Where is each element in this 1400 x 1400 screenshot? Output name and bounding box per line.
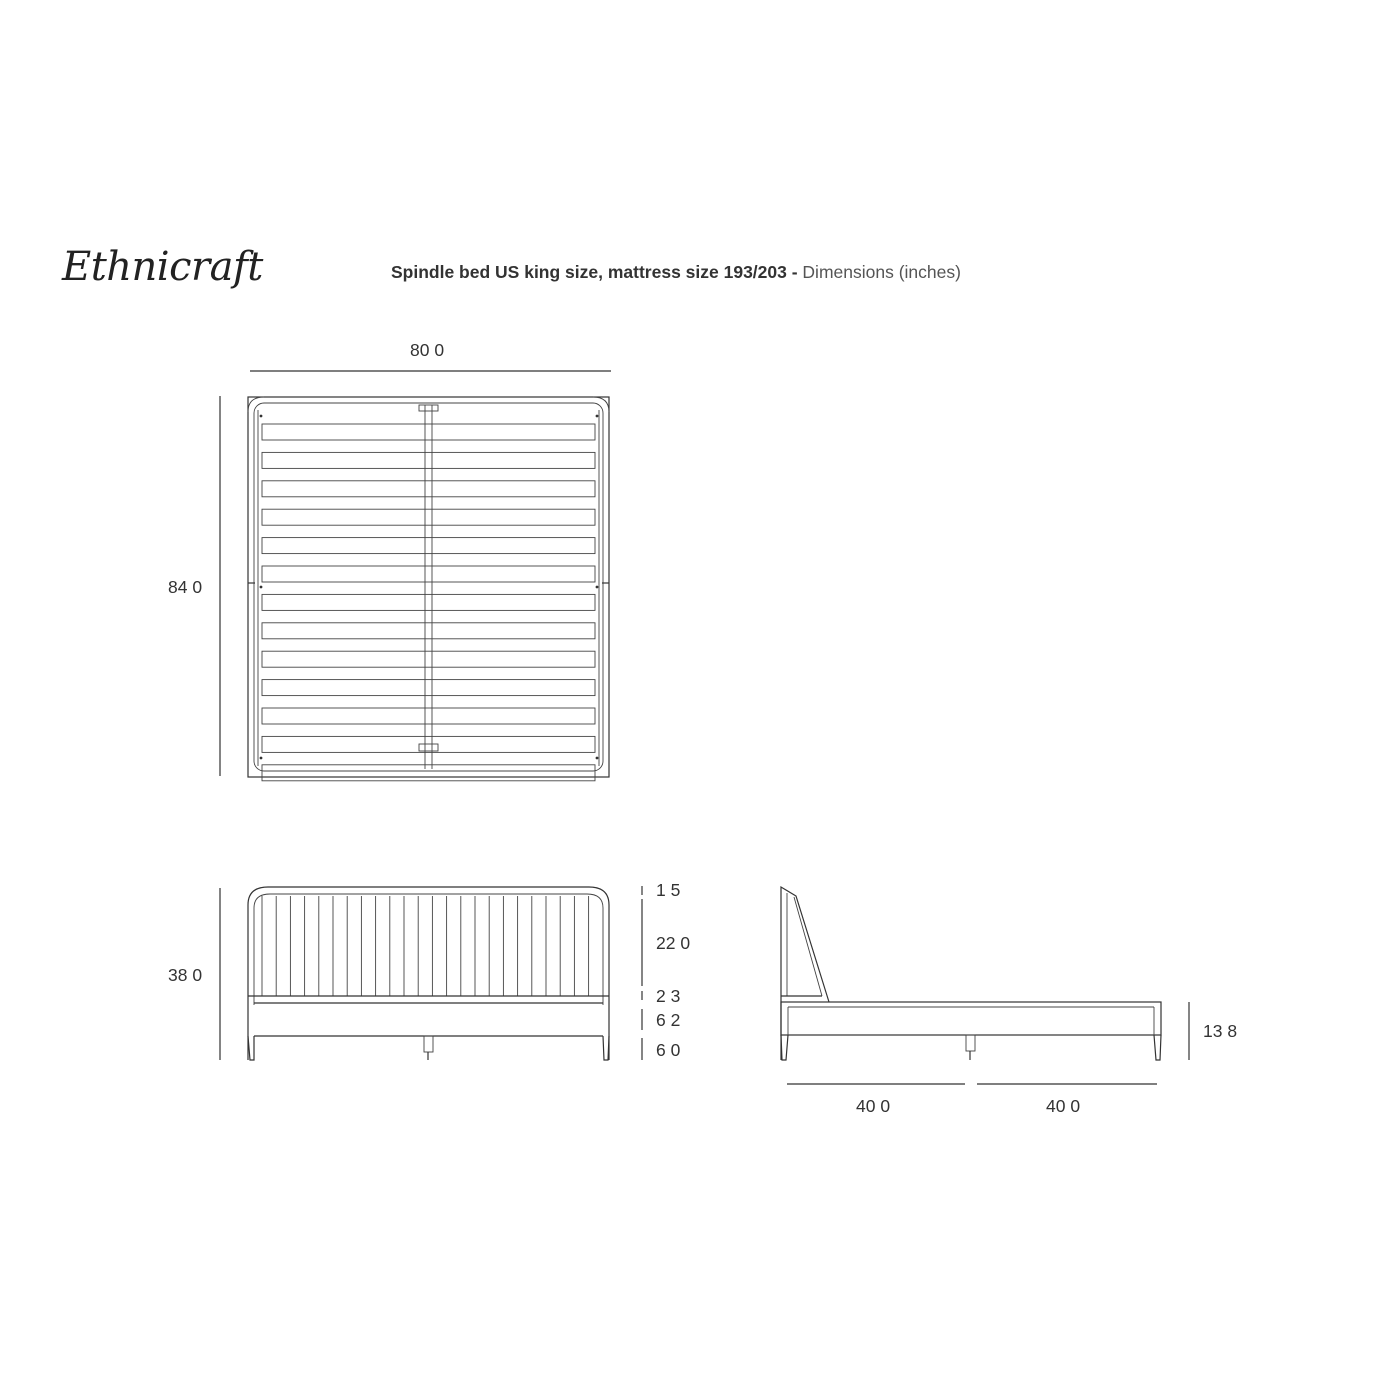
side-leg-left [781, 1035, 788, 1060]
leg-right [603, 1036, 609, 1060]
dim-side-half-2: 40 0 [1046, 1096, 1081, 1116]
center-leg [424, 1036, 433, 1052]
top-view [220, 371, 611, 781]
side-view [781, 887, 1189, 1084]
slats [262, 424, 595, 781]
slat [262, 708, 595, 724]
slat [262, 765, 595, 781]
dim-front-height: 38 0 [168, 965, 203, 985]
dim-headboard-spindles: 22 0 [656, 933, 691, 953]
slat [262, 538, 595, 554]
slat [262, 566, 595, 582]
slat [262, 623, 595, 639]
center-bracket-top [419, 405, 438, 411]
bed-inner-frame [254, 403, 603, 771]
headboard-slope [794, 897, 822, 996]
dim-side-frame-height: 13 8 [1203, 1021, 1238, 1041]
screw [260, 586, 263, 589]
spindles [262, 896, 589, 996]
slat [262, 424, 595, 440]
dim-frame-height: 6 2 [656, 1010, 681, 1030]
headboard-inner [254, 894, 603, 1005]
slat [262, 594, 595, 610]
title-product: Spindle bed US king size, mattress size 193/203 - [391, 262, 803, 282]
dim-headboard-top: 1 5 [656, 880, 681, 900]
screw [260, 757, 263, 760]
dim-top-width: 80 0 [410, 340, 445, 360]
screw [596, 757, 599, 760]
headboard-outline [248, 887, 609, 1060]
screw [596, 586, 599, 589]
dim-side-half-1: 40 0 [856, 1096, 891, 1116]
front-view [220, 886, 642, 1060]
ethnicraft-logo: Ethnicraft [62, 244, 263, 290]
side-center-leg [966, 1035, 975, 1051]
leg-left [248, 1036, 254, 1060]
slat [262, 509, 595, 525]
screw [260, 415, 263, 418]
dim-leg-height: 6 0 [656, 1040, 681, 1060]
side-leg-right [1154, 1035, 1161, 1060]
dim-rail-gap: 2 3 [656, 986, 681, 1006]
slat [262, 651, 595, 667]
title-units: Dimensions (inches) [802, 262, 961, 282]
center-bracket-bottom [419, 744, 438, 751]
slat [262, 481, 595, 497]
dim-top-length: 84 0 [168, 577, 203, 597]
slat [262, 680, 595, 696]
screw [596, 415, 599, 418]
bed-outline [248, 397, 609, 777]
slat [262, 452, 595, 468]
headboard-corners [248, 397, 609, 412]
